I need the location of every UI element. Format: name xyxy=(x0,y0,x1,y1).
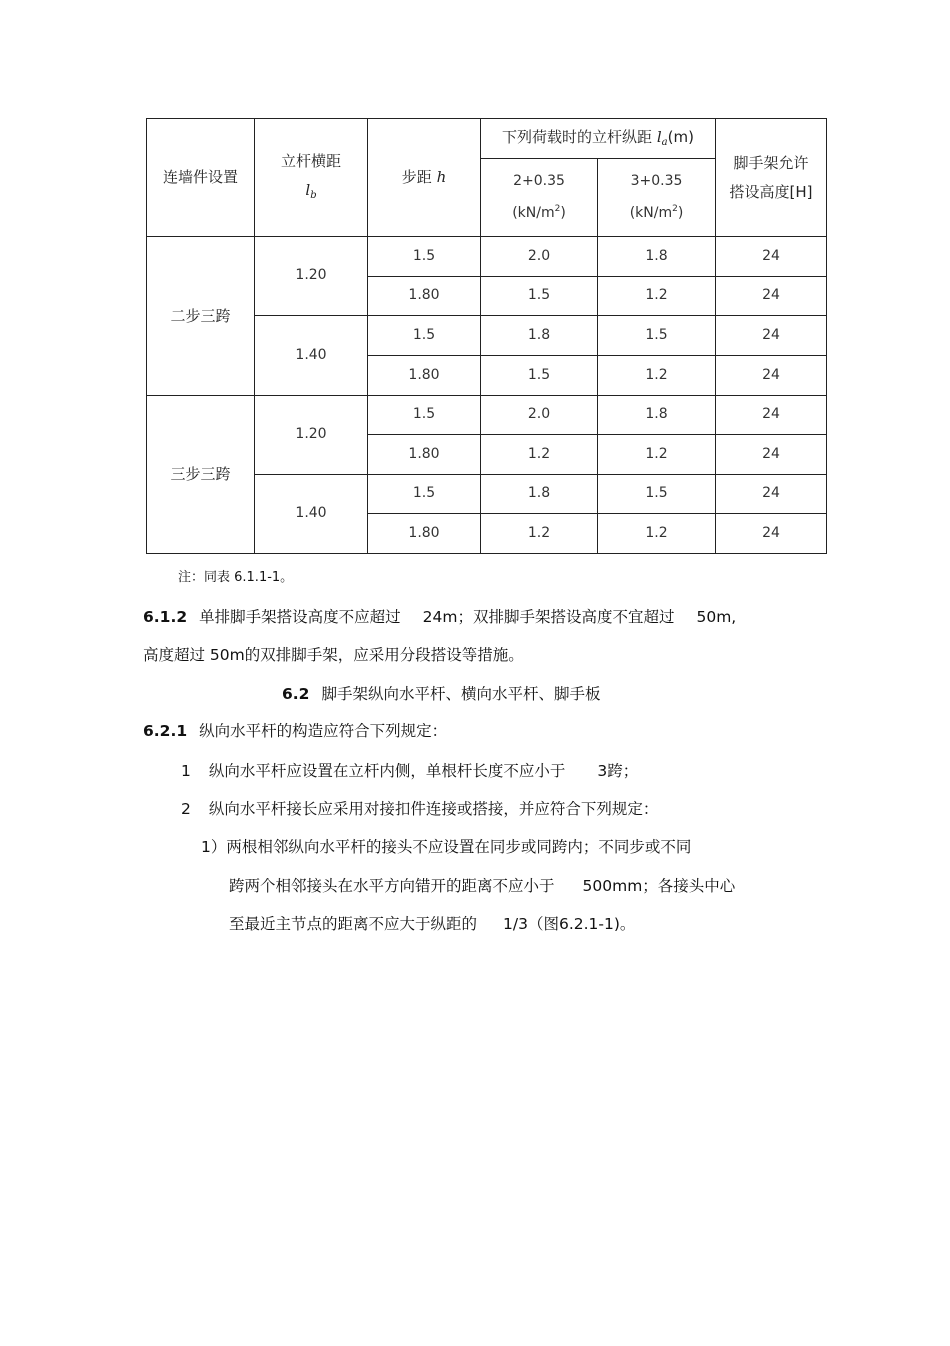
load2-cell: 1.8 xyxy=(598,237,716,277)
h-cell: 1.80 xyxy=(368,277,481,316)
load1-cell: 2.0 xyxy=(481,396,598,435)
wall-tie-cell: 三步三跨 xyxy=(147,396,255,554)
header-longitudinal-spacing: 下列荷载时的立杆纵距 $l_a(m)$ xyxy=(481,119,716,159)
header-transverse-spacing xyxy=(255,119,368,237)
header-step: 步距 h xyxy=(368,119,481,237)
height-cell: 24 xyxy=(716,396,827,435)
lb-cell: 1.20 xyxy=(255,237,368,316)
lb-cell: 1.40 xyxy=(255,475,368,554)
load2-cell: 1.5 xyxy=(598,316,716,356)
h-cell: 1.80 xyxy=(368,514,481,554)
load2-cell: 1.2 xyxy=(598,356,716,396)
h-cell: 1.5 xyxy=(368,237,481,277)
load1-cell: 1.5 xyxy=(481,277,598,316)
lb-cell: 1.40 xyxy=(255,316,368,396)
header-transverse-symbol: $l_b$ xyxy=(305,181,317,202)
load2-cell: 1.2 xyxy=(598,514,716,554)
load1-cell: 1.2 xyxy=(481,514,598,554)
table-row xyxy=(147,237,827,277)
header-transverse-label: 立杆横距 xyxy=(280,152,341,171)
scaffold-spacing-table xyxy=(146,118,827,554)
h-cell: 1.5 xyxy=(368,475,481,514)
clause-6-1-2-line1: 6.1.2 单排脚手架搭设高度不应超过 24m；双排脚手架搭设高度不宜超过 50m, xyxy=(143,608,737,626)
header-allowed-height: 脚手架允许 搭设高度[H] xyxy=(716,119,827,237)
item-2: 2 纵向水平杆接长应采用对接扣件连接或搭接，并应符合下列规定： xyxy=(181,800,659,818)
load1-cell: 2.0 xyxy=(481,237,598,277)
section-6-2-heading: 6.2 脚手架纵向水平杆、横向水平杆、脚手板 xyxy=(282,685,601,703)
height-cell: 24 xyxy=(716,316,827,356)
load1-cell: 1.2 xyxy=(481,435,598,475)
h-cell: 1.5 xyxy=(368,396,481,435)
clause-number: 6.1.2 xyxy=(143,608,188,626)
header-load-1: 2+0.35 $(kN/m^2)$ xyxy=(481,159,598,237)
height-cell: 24 xyxy=(716,475,827,514)
section-number: 6.2 xyxy=(282,685,310,703)
item-1: 1 纵向水平杆应设置在立杆内侧，单根杆长度不应小于 3跨； xyxy=(181,762,639,780)
table-note: 注：同表 6.1.1-1。 xyxy=(178,570,294,585)
load2-cell: 1.2 xyxy=(598,435,716,475)
load1-cell: 1.8 xyxy=(481,475,598,514)
h-cell: 1.80 xyxy=(368,435,481,475)
table-row xyxy=(147,396,827,435)
load1-cell: 1.5 xyxy=(481,356,598,396)
h-cell: 1.5 xyxy=(368,316,481,356)
lb-cell: 1.20 xyxy=(255,396,368,475)
height-cell: 24 xyxy=(716,435,827,475)
height-cell: 24 xyxy=(716,514,827,554)
h-cell: 1.80 xyxy=(368,356,481,396)
height-cell: 24 xyxy=(716,237,827,277)
load2-cell: 1.8 xyxy=(598,396,716,435)
height-cell: 24 xyxy=(716,277,827,316)
wall-tie-cell: 二步三跨 xyxy=(147,237,255,396)
sub-item-1-line1: 1）两根相邻纵向水平杆的接头不应设置在同步或同跨内；不同步或不同 xyxy=(201,838,692,856)
load2-cell: 1.2 xyxy=(598,277,716,316)
clause-6-2-1: 6.2.1 纵向水平杆的构造应符合下列规定： xyxy=(143,722,448,740)
height-cell: 24 xyxy=(716,356,827,396)
clause-6-1-2-line2: 高度超过 50m的双排脚手架，应采用分段搭设等措施。 xyxy=(143,646,524,664)
load2-cell: 1.5 xyxy=(598,475,716,514)
sub-item-1-line3: 至最近主节点的距离不应大于纵距的 1/3（图6.2.1-1)。 xyxy=(229,915,636,933)
header-wall-tie: 连墙件设置 xyxy=(147,119,255,237)
sub-item-1-line2: 跨两个相邻接头在水平方向错开的距离不应小于 500mm；各接头中心 xyxy=(229,877,736,895)
header-load-2: 3+0.35 $(kN/m^2)$ xyxy=(598,159,716,237)
load1-cell: 1.8 xyxy=(481,316,598,356)
clause-number: 6.2.1 xyxy=(143,722,188,740)
